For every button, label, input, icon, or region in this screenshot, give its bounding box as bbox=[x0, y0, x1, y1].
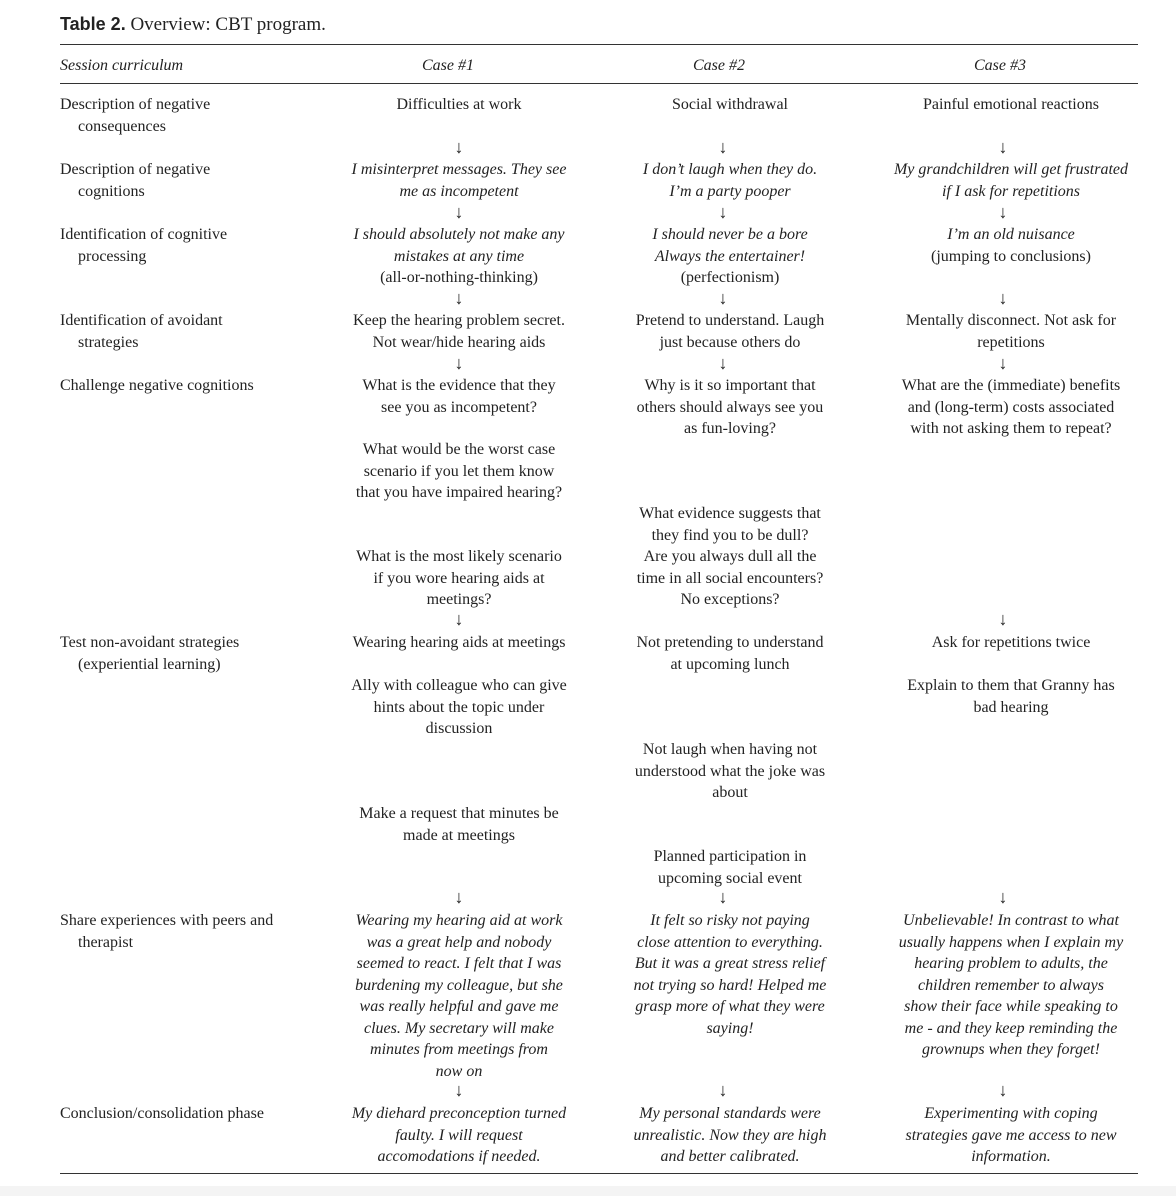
table-title: Overview: CBT program. bbox=[130, 14, 326, 35]
table-cell: Wearing hearing aids at meetings bbox=[352, 634, 566, 651]
header-case-1: Case #1 bbox=[422, 57, 474, 74]
table-caption bbox=[60, 14, 326, 36]
down-arrow-icon: ↓ bbox=[718, 288, 728, 308]
table-label: Table 2. bbox=[60, 14, 126, 34]
down-arrow-icon: ↓ bbox=[718, 202, 728, 222]
down-arrow-icon: ↓ bbox=[454, 137, 464, 157]
down-arrow-icon: ↓ bbox=[998, 1080, 1008, 1100]
table-cell: Experimenting with coping strategies gave me access to new information. bbox=[905, 1105, 1117, 1165]
table-cell: Social withdrawal bbox=[672, 96, 788, 113]
row-label: Description of negative cognitions bbox=[60, 161, 211, 200]
header-case-2: Case #2 bbox=[693, 57, 745, 74]
down-arrow-icon: ↓ bbox=[718, 1080, 728, 1100]
down-arrow-icon: ↓ bbox=[998, 202, 1008, 222]
table-cell: Unbelievable! In contrast to what usually happens when I explain my hearing problem to adults, the children remember to always show their face while speaking to me - and they keep reminding the grownups when they forget! bbox=[898, 912, 1124, 1058]
table-cell: I misinterpret messages. They see me as incompetent bbox=[351, 161, 567, 200]
table-cell: Wearing my hearing aid at work was a great help and nobody seemed to react. I felt that I was burdening my colleague, but she was really helpful and gave me clues. My secretary will make minutes from meetings from now on bbox=[355, 912, 563, 1080]
down-arrow-icon: ↓ bbox=[454, 609, 464, 629]
row-label: Identification of avoidant strategies bbox=[60, 312, 223, 351]
table-cell: Painful emotional reactions bbox=[923, 96, 1099, 113]
table-cell: Ask for repetitions twice bbox=[931, 634, 1091, 651]
down-arrow-icon: ↓ bbox=[998, 353, 1008, 373]
table-cell: Not pretending to understand at upcoming lunch bbox=[636, 634, 824, 673]
table-cell: Why is it so important that others should always see you as fun-loving? bbox=[636, 377, 824, 437]
table-cell: I should never be a bore Always the entertainer! (perfectionism) bbox=[652, 226, 808, 286]
table-cell: Pretend to understand. Laugh just because others do bbox=[635, 312, 825, 351]
down-arrow-icon: ↓ bbox=[998, 887, 1008, 907]
header-rule bbox=[60, 83, 1138, 84]
bottom-rule bbox=[60, 1173, 1138, 1174]
table-cell: My diehard preconception turned faulty. I will request accomodations if needed. bbox=[351, 1105, 567, 1165]
row-label: Share experiences with peers and therapist bbox=[60, 912, 274, 951]
table-cell: Ally with colleague who can give hints about the topic under discussion bbox=[351, 677, 567, 737]
down-arrow-icon: ↓ bbox=[718, 887, 728, 907]
table-cell: My personal standards were unrealistic. Now they are high and better calibrated. bbox=[633, 1105, 827, 1165]
header-case-3: Case #3 bbox=[974, 57, 1026, 74]
down-arrow-icon: ↓ bbox=[454, 202, 464, 222]
table-cell: What is the evidence that they see you as incompetent? bbox=[362, 377, 556, 416]
table-cell: What evidence suggests that they find you to be dull? Are you always dull all the time in all social encounters? No exceptions? bbox=[636, 505, 824, 608]
table-cell: Difficulties at work bbox=[396, 96, 522, 113]
row-label: Description of negative consequences bbox=[60, 96, 211, 135]
table-cell: What are the (immediate) benefits and (long-term) costs associated with not asking them to repeat? bbox=[901, 377, 1121, 437]
table-cell: What would be the worst case scenario if you let them know that you have impaired hearing? bbox=[355, 441, 563, 501]
table-cell: Not laugh when having not understood what the joke was about bbox=[634, 741, 826, 801]
table-cell: Mentally disconnect. Not ask for repetitions bbox=[905, 312, 1117, 351]
table-cell: Keep the hearing problem secret. Not wear/hide hearing aids bbox=[353, 312, 565, 351]
table-cell: I don’t laugh when they do. I’m a party pooper bbox=[642, 161, 818, 200]
down-arrow-icon: ↓ bbox=[454, 288, 464, 308]
top-rule bbox=[60, 44, 1138, 45]
row-label: Identification of cognitive processing bbox=[60, 226, 228, 265]
table-cell: It felt so risky not paying close attention to everything. But it was a great stress relief not trying so hard! Helped me grasp more of what they were saying! bbox=[633, 912, 827, 1037]
row-label: Challenge negative cognitions bbox=[60, 377, 254, 394]
table-cell: My grandchildren will get frustrated if I ask for repetitions bbox=[893, 161, 1129, 200]
header-session: Session curriculum bbox=[60, 57, 184, 74]
page-footer-band bbox=[0, 1186, 1176, 1196]
down-arrow-icon: ↓ bbox=[718, 137, 728, 157]
table-cell: Make a request that minutes be made at meetings bbox=[359, 805, 559, 844]
row-label: Conclusion/consolidation phase bbox=[60, 1105, 264, 1122]
down-arrow-icon: ↓ bbox=[454, 1080, 464, 1100]
table-cell: I should absolutely not make any mistakes at any time (all-or-nothing-thinking) bbox=[353, 226, 565, 286]
down-arrow-icon: ↓ bbox=[998, 609, 1008, 629]
row-label: Test non-avoidant strategies (experiential learning) bbox=[60, 634, 240, 673]
down-arrow-icon: ↓ bbox=[454, 887, 464, 907]
table-cell: What is the most likely scenario if you wore hearing aids at meetings? bbox=[356, 548, 562, 608]
down-arrow-icon: ↓ bbox=[998, 137, 1008, 157]
table-cell: Explain to them that Granny has bad hearing bbox=[907, 677, 1115, 716]
table-cell: I’m an old nuisance (jumping to conclusions) bbox=[931, 226, 1091, 265]
down-arrow-icon: ↓ bbox=[718, 353, 728, 373]
down-arrow-icon: ↓ bbox=[998, 288, 1008, 308]
table-cell: Planned participation in upcoming social event bbox=[653, 848, 807, 887]
down-arrow-icon: ↓ bbox=[454, 353, 464, 373]
